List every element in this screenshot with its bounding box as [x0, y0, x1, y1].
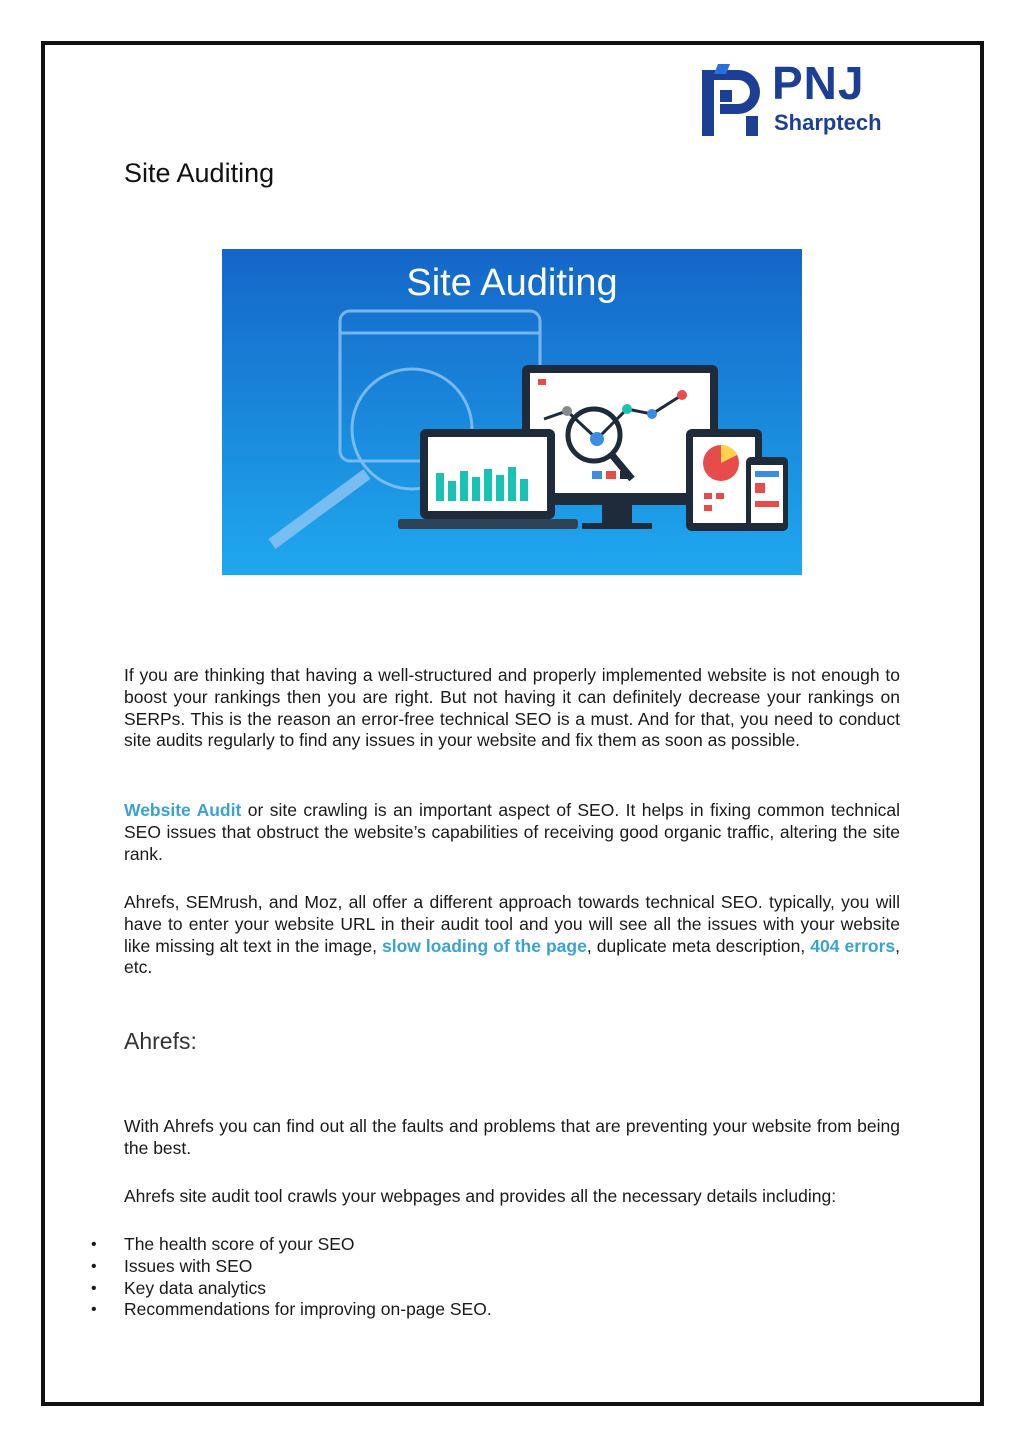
slow-loading-link[interactable]: slow loading of the page [381, 935, 587, 956]
ahrefs-heading: Ahrefs: [124, 1028, 197, 1054]
tools-text-b: , duplicate meta description, [586, 935, 811, 956]
hero-caption: Site Auditing [406, 262, 618, 304]
list-item: • Issues with SEO [91, 1256, 492, 1278]
ahrefs-feature-list [91, 1234, 492, 1321]
website-audit-text: or site crawling is an important aspect of SEO. It helps in fixing common technical SEO issues that obstruct the website’s capabilities of receiving good organic traffic, altering the site rank. [124, 800, 900, 864]
404-errors-link[interactable]: 404 errors [810, 935, 896, 956]
tools-text-a: Ahrefs, SEMrush, and Moz, all offer a different approach towards technical SEO. typically, you will have to enter your website URL in their audit tool and you will see all the issues with your website like missing alt text in the image, [124, 892, 900, 956]
page-title: Site Auditing [124, 158, 275, 188]
intro-paragraph: If you are thinking that having a well-structured and properly implemented website is not enough to boost your rankings then you are right. But not having it can definitely decrease your rankings on SERPs. This is the reason an error-free technical SEO is a must. And for that, you need to conduct site audits regularly to find any issues in your website and fix them as soon as possible. [124, 665, 900, 751]
website-audit-link[interactable]: Website Audit [124, 800, 242, 820]
site-auditing-hero-image [222, 249, 802, 575]
list-item: • Recommendations for improving on-page SEO. [91, 1299, 492, 1321]
website-audit-paragraph [124, 800, 900, 865]
tools-paragraph [124, 892, 900, 979]
ahrefs-paragraph-1: With Ahrefs you can find out all the faults and problems that are preventing your website from being the best. [124, 1116, 900, 1158]
ahrefs-paragraph-2: Ahrefs site audit tool crawls your webpages and provides all the necessary details including: [124, 1186, 837, 1206]
logo-primary-text: PNJ [772, 57, 865, 109]
list-item: • The health score of your SEO [91, 1234, 492, 1256]
logo-secondary-text: Sharptech [774, 110, 882, 135]
tools-text-c: , etc. [124, 935, 900, 978]
logo-mark-icon [700, 60, 762, 140]
list-item: • Key data analytics [91, 1278, 492, 1300]
pnj-sharptech-logo [700, 57, 890, 140]
